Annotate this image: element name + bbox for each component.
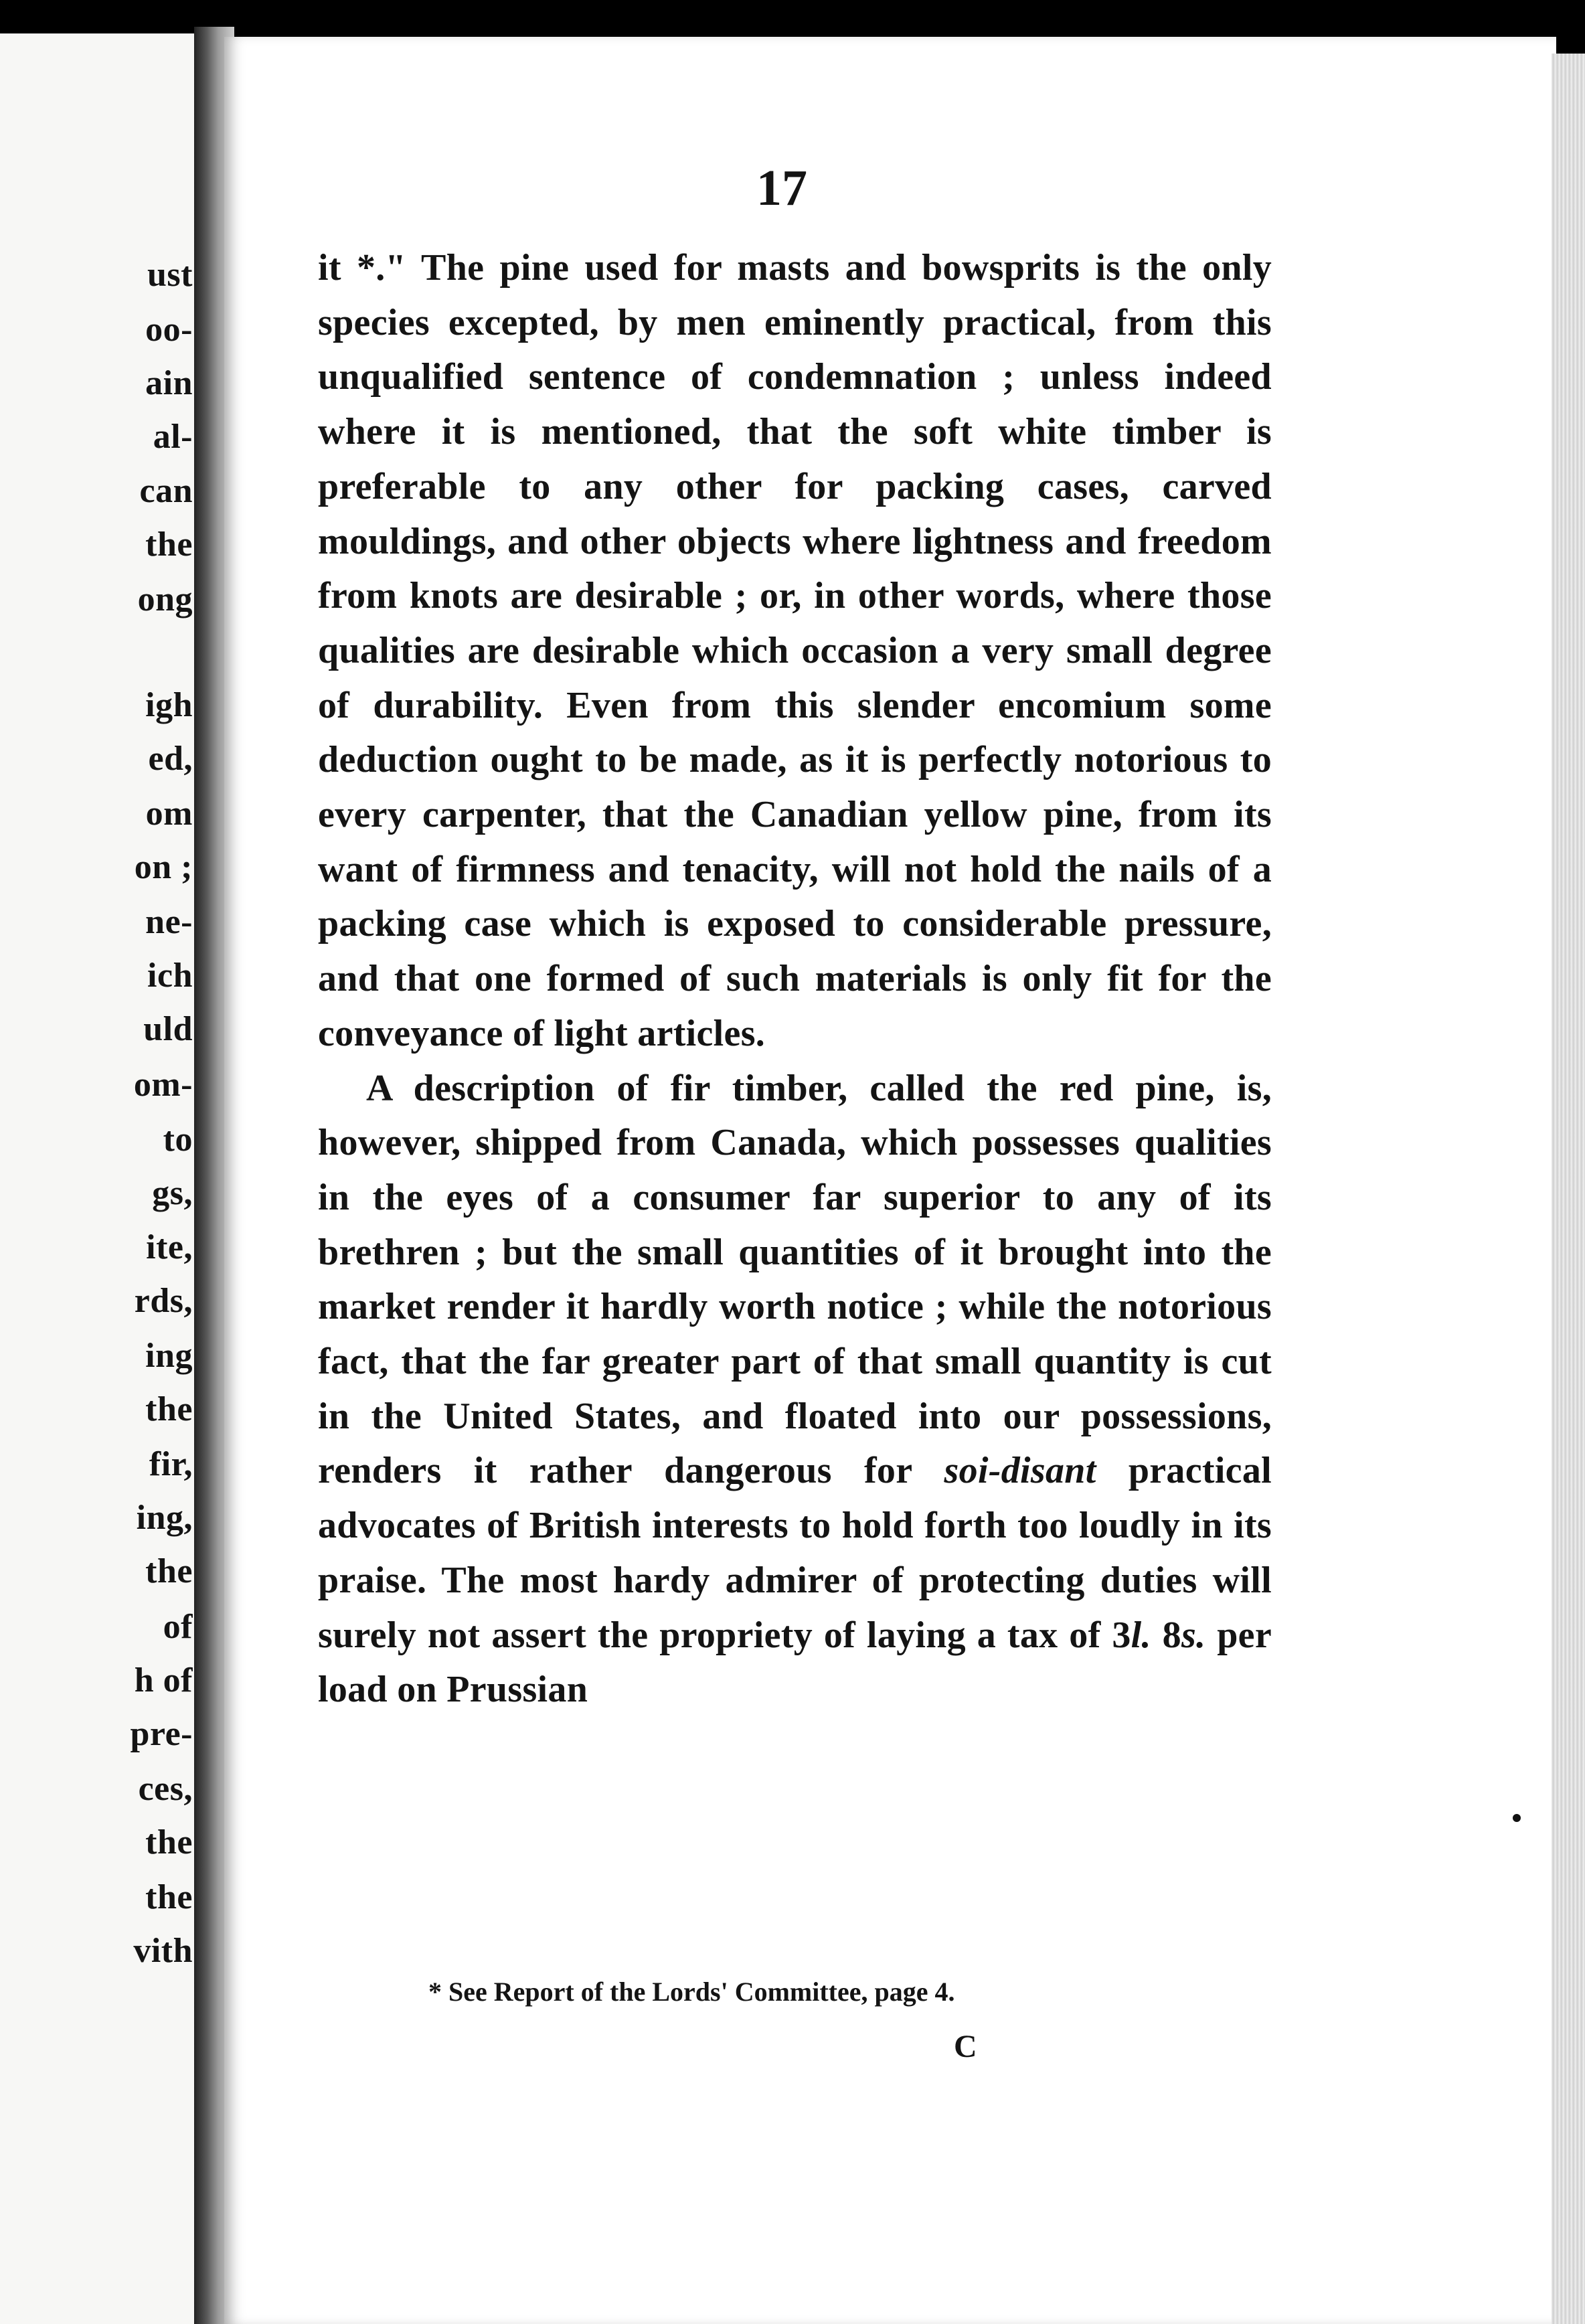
paragraph-2-amount: 8 [1162,1614,1181,1656]
left-page-fragment: can [139,472,193,510]
paragraph-1 [318,241,1272,1062]
previous-page-edge [0,33,201,2324]
left-page-fragment: ed, [148,740,193,778]
left-page-fragment: ite, [146,1228,193,1266]
left-page-fragment: the [145,1823,193,1861]
left-page-fragment: ain [145,364,193,402]
paragraph-2 [318,1062,1272,1718]
left-page-fragment: ust [147,256,193,294]
paragraph-1-text: it *." The pine used for masts and bowsprits is the only species excepted, by men eminently practical, from this unqualified sentence of condemnation ; unless indeed where it is mentioned, that the soft white timber is preferable to any other for packing cases, carved mouldings, and other objects where lightness and freedom from knots are desirable ; or, in other words, where those qualities are desirable which occasion a very small degree of durability. Even from this slender encomium some deduction ought to be made, as it is perfectly notorious to every carpenter, that the Canadian yellow pine, from its want of firmness and tenacity, will not hold the nails of a packing case which is exposed to considerable pressure, and that one formed of such materials is only fit for the conveyance of light articles. [318,247,1272,1054]
left-page-fragment: h of [134,1661,193,1699]
footnote: * See Report of the Lords' Committee, page 4. [428,1977,955,2007]
left-page-fragment: oo- [145,311,193,349]
scan-top-border [0,0,1585,40]
left-page-fragment: to [163,1120,193,1159]
left-page-fragment: on ; [134,848,193,886]
left-page-fragment: fir, [149,1445,193,1483]
left-page-fragment: pre- [130,1715,193,1753]
left-page-fragment: om- [133,1066,193,1104]
left-page-fragment: al- [153,418,193,456]
left-page-fragment: rds, [134,1282,193,1320]
left-page-fragment: ne- [145,903,193,941]
left-page-fragment: ong [137,580,193,618]
left-page-fragment: gs, [152,1174,193,1212]
left-page-fragment: igh [145,686,193,724]
body-text [318,241,1272,1718]
left-page-fragment: the [145,1552,193,1590]
left-page-fragment: om [145,795,193,833]
margin-ink-dot [1513,1814,1521,1822]
page-number: 17 [756,160,807,216]
left-page-fragment: the [145,1390,193,1428]
signature-mark: C [954,2029,977,2064]
paragraph-2-end: per load on Prussian [318,1614,1272,1711]
currency-pounds: l. [1131,1614,1151,1656]
currency-shillings: s. [1181,1614,1206,1656]
left-page-fragment: ing, [136,1499,193,1537]
left-page-fragment: ces, [138,1770,193,1808]
page-stack-edge [1552,54,1585,2324]
left-page-fragment: ing [145,1337,193,1375]
left-page-fragment: ich [147,957,193,995]
left-page-fragment: vith [133,1932,193,1970]
italic-phrase: soi-disant [944,1450,1096,1492]
left-page-fragment: uld [143,1010,193,1048]
paragraph-2-middle: practical advocates of British interests to hold forth too loudly in its praise. The most hardy admirer of protecting duties will surely not assert the propriety of laying a tax of 3 [318,1450,1272,1656]
paragraph-2-text: A description of fir timber, called the red pine, is, however, shipped from Canada, which possesses qualities in the eyes of a consumer far superior to any of its brethren ; but the small quantities of it brought into the market render it hardly worth notice ; while the notorious fact, that the far greater part of that small quantity is cut in the United States, and floated into our possessions, renders it rather dangerous for [318,1067,1272,1492]
left-page-fragment: of [163,1608,193,1646]
left-page-fragment: the [145,1878,193,1916]
left-page-fragment: the [145,525,193,564]
